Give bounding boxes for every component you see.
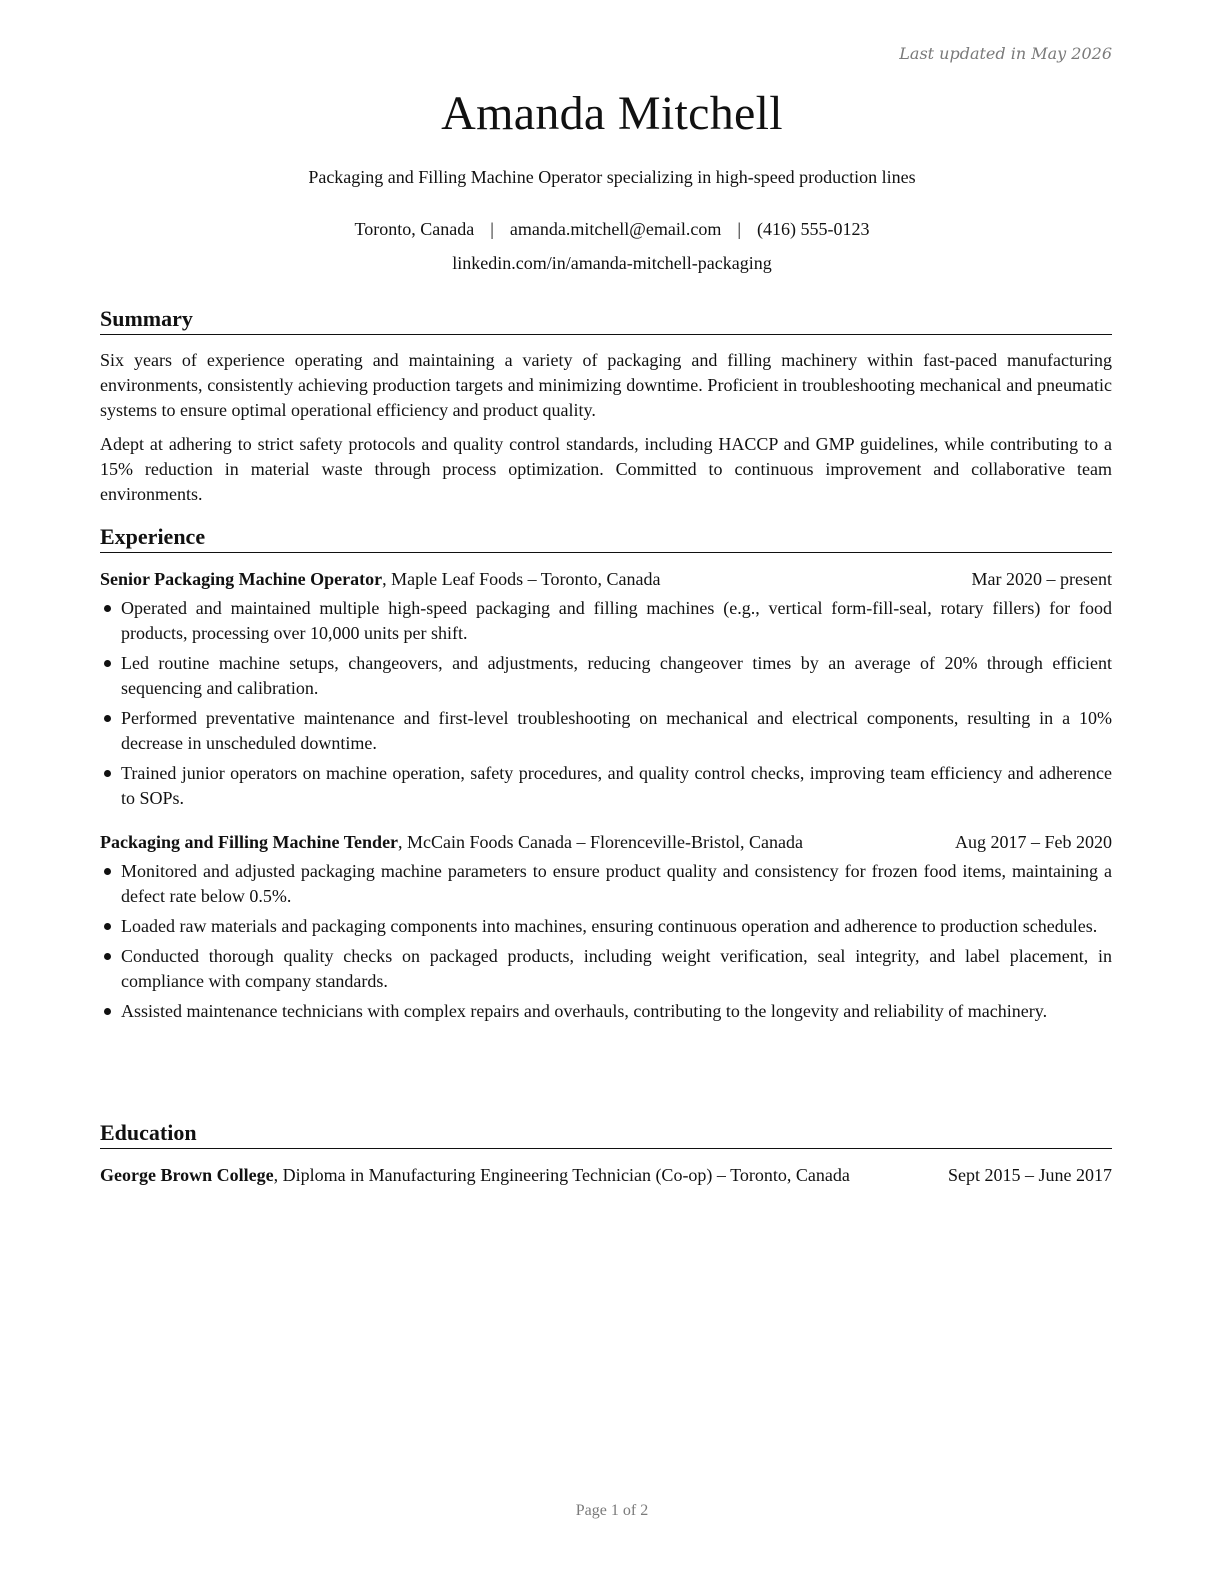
contact-separator: | — [490, 219, 494, 239]
job-bullets — [100, 596, 1112, 811]
list-item: Led routine machine setups, changeovers, and adjustments, reducing changeover times by an average of 20% through efficient sequencing and calibration. — [100, 651, 1112, 701]
entry-header — [100, 567, 1112, 592]
job-dates: Aug 2017 – Feb 2020 — [955, 832, 1112, 852]
entry-header — [100, 1163, 1112, 1188]
degree-details: , Diploma in Manufacturing Engineering Technician (Co-op) – Toronto, Canada — [273, 1165, 850, 1185]
page-indicator: Page 1 of 2 — [575, 1502, 649, 1519]
list-item: Operated and maintained multiple high-speed packaging and filling machines (e.g., vertical form-fill-seal, rotary fillers) for food products, processing over 10,000 units per shift. — [100, 596, 1112, 646]
job-role: Packaging and Filling Machine Tender — [100, 832, 399, 852]
contact-separator: | — [737, 219, 741, 239]
section-title-education: Education — [100, 1119, 1112, 1149]
summary-section — [100, 305, 1112, 507]
phone-text: (416) 555-0123 — [756, 219, 870, 239]
entry-title — [100, 1163, 850, 1188]
section-title-summary: Summary — [100, 305, 1112, 335]
last-updated-note: Last updated in May 2026 — [899, 44, 1112, 63]
school-name: George Brown College — [100, 1165, 274, 1185]
education-section — [100, 1119, 1112, 1188]
entry-title — [100, 567, 661, 592]
education-dates: Sept 2015 – June 2017 — [948, 1165, 1112, 1185]
summary-paragraph: Six years of experience operating and maintaining a variety of packaging and filling machinery within fast-paced manufacturing environments, consistently achieving production targets and minimizing downtime. Proficient in troubleshooting mechanical and pneumatic systems to ensure optimal operational efficiency and product quality. — [100, 350, 1112, 420]
section-title-experience: Experience — [100, 523, 1112, 553]
candidate-name: Amanda Mitchell — [441, 87, 783, 140]
list-item: Trained junior operators on machine operation, safety procedures, and quality control checks, improving team efficiency and adherence to SOPs. — [100, 761, 1112, 811]
list-item: Performed preventative maintenance and first-level troubleshooting on mechanical and electrical components, resulting in a 10% decrease in unscheduled downtime. — [100, 706, 1112, 756]
location-text: Toronto, Canada — [354, 219, 475, 239]
list-item: Monitored and adjusted packaging machine parameters to ensure product quality and consistency for frozen food items, maintaining a defect rate below 0.5%. — [100, 859, 1112, 909]
job-bullets — [100, 859, 1112, 1024]
job-dates: Mar 2020 – present — [971, 569, 1112, 589]
linkedin-link[interactable]: linkedin.com/in/amanda-mitchell-packaging — [452, 253, 772, 273]
list-item: Conducted thorough quality checks on packaged products, including weight verification, seal integrity, and label placement, in compliance with company standards. — [100, 944, 1112, 994]
email-link[interactable]: amanda.mitchell@email.com — [509, 219, 722, 239]
entry-title — [100, 830, 803, 855]
education-entry — [100, 1163, 1112, 1188]
experience-section — [100, 523, 1112, 1029]
list-item: Assisted maintenance technicians with complex repairs and overhauls, contributing to the longevity and reliability of machinery. — [100, 999, 1112, 1024]
job-employer: , McCain Foods Canada – Florenceville-Bristol, Canada — [398, 832, 803, 852]
experience-entry — [100, 567, 1112, 811]
contact-line — [0, 219, 1224, 240]
list-item: Loaded raw materials and packaging components into machines, ensuring continuous operation and adherence to production schedules. — [100, 914, 1112, 939]
summary-paragraph: Adept at adhering to strict safety protocols and quality control standards, including HACCP and GMP guidelines, while contributing to a 15% reduction in material waste through process optimization. Committed to continuous improvement and collaborative team environments. — [100, 434, 1112, 504]
job-role: Senior Packaging Machine Operator — [100, 569, 383, 589]
candidate-tagline: Packaging and Filling Machine Operator specializing in high-speed production lines — [308, 167, 916, 187]
entry-header — [100, 830, 1112, 855]
job-employer: , Maple Leaf Foods – Toronto, Canada — [382, 569, 661, 589]
experience-entry — [100, 830, 1112, 1024]
